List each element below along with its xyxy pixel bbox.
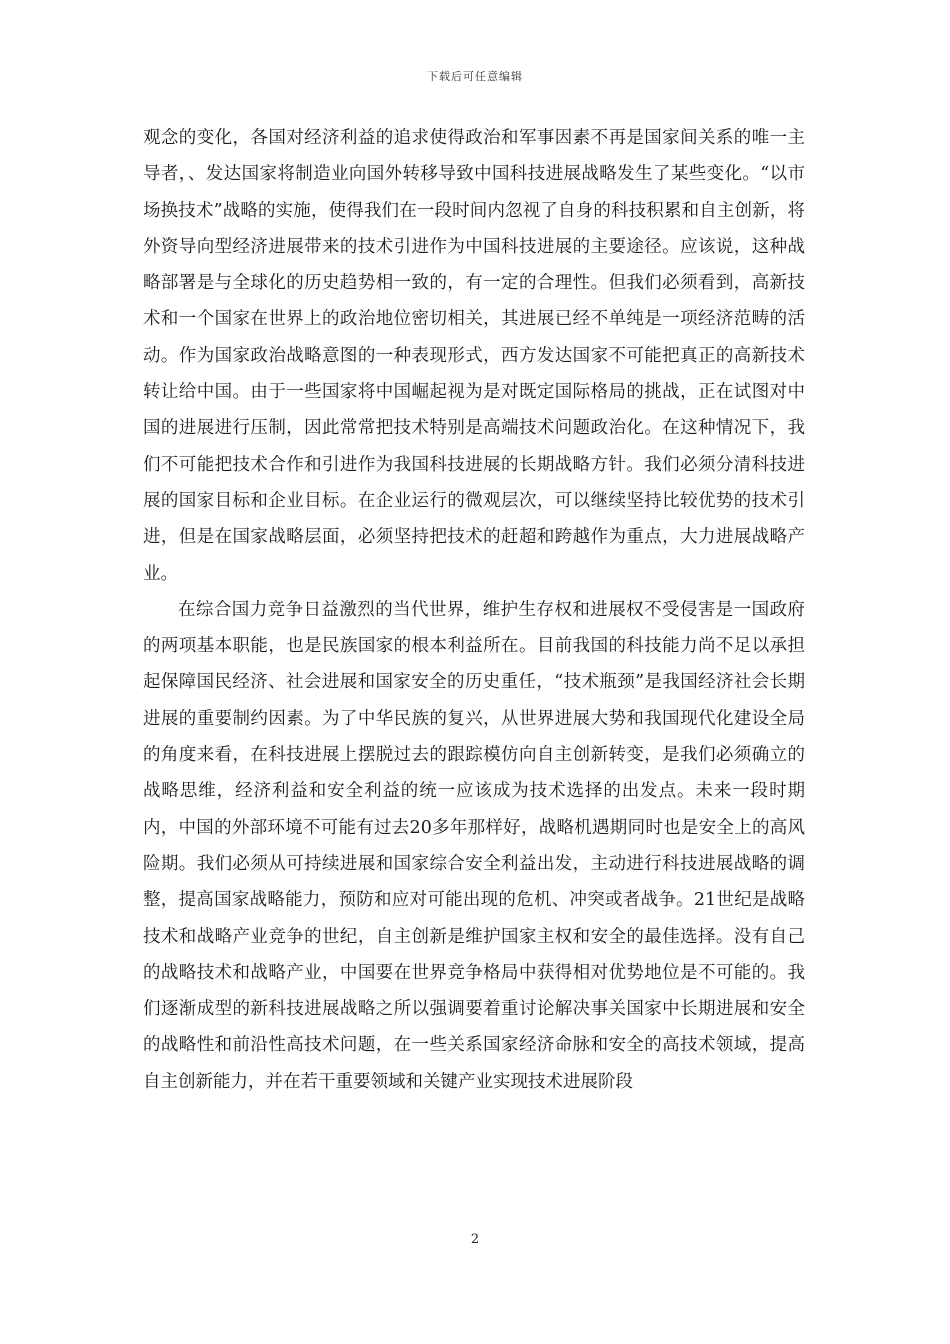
document-body xyxy=(143,120,805,1100)
page-number: 2 xyxy=(470,1232,480,1247)
page-header: 下载后可任意编辑 xyxy=(427,70,523,83)
paragraph-1: 观念的变化，各国对经济利益的追求使得政治和军事因素不再是国家间关系的唯一主导者，、发达国家将制造业向国外转移导致中国科技进展战略发生了某些变化。“以市场换技术”战略的实施，使得我们在一段时间内忽视了自身的科技积累和自主创新，将外资导向型经济进展带来的技术引进作为中国科技进展的主要途径。应该说，这种战略部署是与全球化的历史趋势相一致的，有一定的合理性。但我们必须看到，高新技术和一个国家在世界上的政治地位密切相关，其进展已经不单纯是一项经济范畴的活动。作为国家政治战略意图的一种表现形式，西方发达国家不可能把真正的高新技术转让给中国。由于一些国家将中国崛起视为是对既定国际格局的挑战，正在试图对中国的进展进行压制，因此常常把技术特别是高端技术问题政治化。在这种情况下，我们不可能把技术合作和引进作为我国科技进展的长期战略方针。我们必须分清科技进展的国家目标和企业目标。在企业运行的微观层次，可以继续坚持比较优势的技术引进，但是在国家战略层面，必须坚持把技术的赶超和跨越作为重点，大力进展战略产业。 xyxy=(143,128,805,584)
paragraph-2: 在综合国力竞争日益激烈的当代世界，维护生存权和进展权不受侵害是一国政府的两项基本职能，也是民族国家的根本利益所在。目前我国的科技能力尚不足以承担起保障国民经济、社会进展和国家安全的历史重任，“技术瓶颈”是我国经济社会长期进展的重要制约因素。为了中华民族的复兴，从世界进展大势和我国现代化建设全局的角度来看，在科技进展上摆脱过去的跟踪模仿向自主创新转变，是我们必须确立的战略思维，经济利益和安全利益的统一应该成为技术选择的出发点。未来一段时期内，中国的外部环境不可能有过去20多年那样好，战略机遇期同时也是安全上的高风险期。我们必须从可持续进展和国家综合安全利益出发，主动进行科技进展战略的调整，提高国家战略能力，预防和应对可能出现的危机、冲突或者战争。21世纪是战略技术和战略产业竞争的世纪，自主创新是维护国家主权和安全的最佳选择。没有自己的战略技术和战略产业，中国要在世界竞争格局中获得相对优势地位是不可能的。我们逐渐成型的新科技进展战略之所以强调要着重讨论解决事关国家中长期进展和安全的战略性和前沿性高技术问题，在一些关系国家经济命脉和安全的高技术领域，提高自主创新能力，并在若干重要领域和关键产业实现技术进展阶段 xyxy=(143,599,805,1092)
